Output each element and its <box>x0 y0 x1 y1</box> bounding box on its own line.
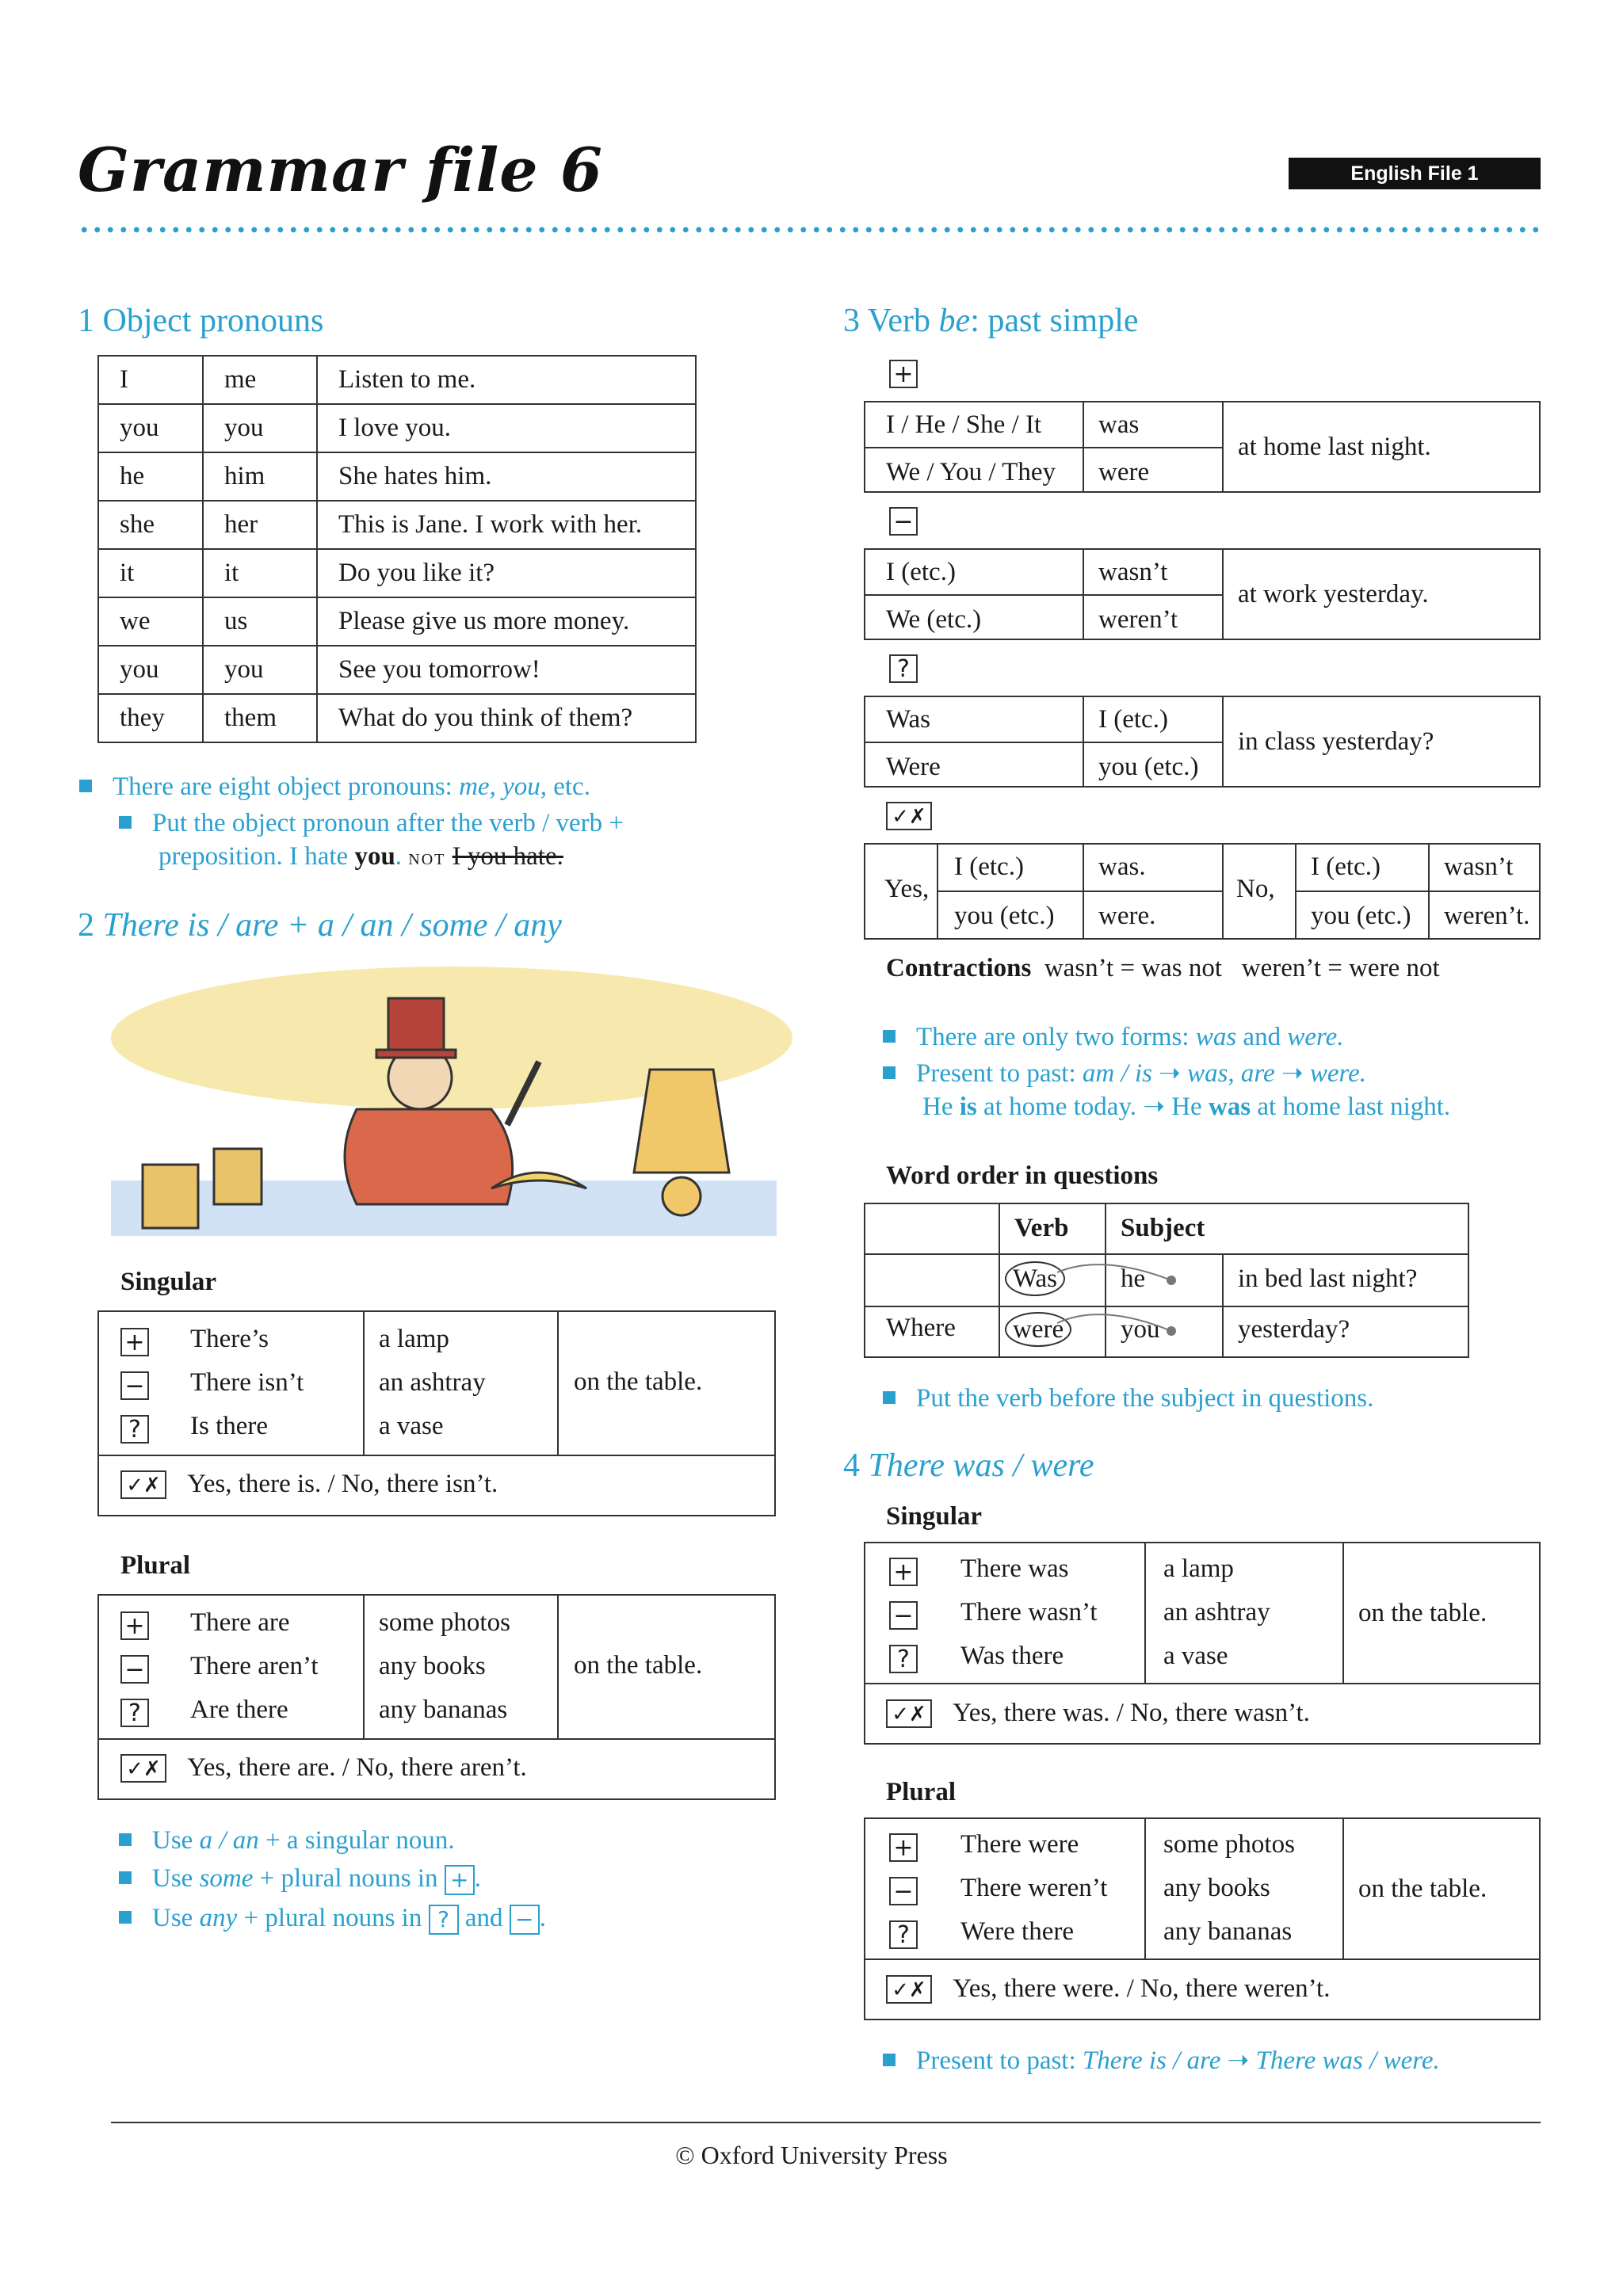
phrase: There isn’t <box>190 1368 304 1397</box>
s3-ans-no: No, <box>1236 875 1275 903</box>
pronoun-row <box>98 452 696 501</box>
s2-singular-label: Singular <box>120 1268 217 1296</box>
magician-illustration <box>95 951 792 1252</box>
word-order-title: Word order in questions <box>886 1161 1159 1190</box>
s3-neg-subj-1: I (etc.) <box>886 558 956 586</box>
pronoun-row <box>98 549 696 597</box>
s2-plural-place: on the table. <box>574 1651 703 1680</box>
s3-ans-y-verb-2: were. <box>1098 902 1156 930</box>
example-sentence: Please give us more money. <box>317 597 696 646</box>
phrase: There weren’t <box>960 1874 1108 1902</box>
noun-phrase: a lamp <box>1163 1554 1234 1583</box>
check-cross-icon: ✓✗ <box>120 1754 166 1783</box>
s3-pos-subj-1: I / He / She / It <box>886 410 1042 439</box>
phrase: There aren’t <box>190 1652 319 1680</box>
s3-neg-place: at work yesterday. <box>1238 580 1429 608</box>
phrase: Is there <box>190 1412 269 1440</box>
s4-singular-answers: ✓✗ Yes, there was. / No, there wasn’t. <box>886 1699 1310 1728</box>
example-sentence: See you tomorrow! <box>317 646 696 694</box>
minus-icon: − <box>889 507 918 536</box>
subject-pronoun: you <box>98 646 203 694</box>
subject-pronoun: you <box>98 404 203 452</box>
subject-pronoun: she <box>98 501 203 549</box>
pronoun-row <box>98 356 696 404</box>
check-cross-icon: ✓✗ <box>886 802 932 830</box>
s3-pos-subj-2: We / You / They <box>886 458 1056 486</box>
plus-icon: + <box>889 360 918 388</box>
s3-ans-y-subj-1: I (etc.) <box>954 852 1024 881</box>
s3-note-1: There are only two forms: was and were. <box>922 1020 1344 1054</box>
check-cross-icon: ✓✗ <box>886 1699 932 1728</box>
subject-pronoun: it <box>98 549 203 597</box>
object-pronoun: us <box>203 597 317 646</box>
pronoun-row <box>98 404 696 452</box>
s3-word-order-note: Put the verb before the subject in questions. <box>922 1382 1373 1415</box>
section-4-heading: 4 There was / were <box>843 1447 1094 1484</box>
noun-phrase: some photos <box>379 1608 510 1637</box>
s3-ans-n-verb-1: wasn’t <box>1444 852 1514 881</box>
phrase: There’s <box>190 1325 269 1353</box>
s3-neg-subj-2: We (etc.) <box>886 605 982 634</box>
wo-row1-subj: he <box>1121 1264 1146 1293</box>
phrase: There are <box>190 1608 290 1637</box>
s3-que-subj-2: you (etc.) <box>1098 753 1199 781</box>
subject-pronoun: he <box>98 452 203 501</box>
s3-neg-verb-2: weren’t <box>1098 605 1178 634</box>
question-icon: ? <box>889 654 918 683</box>
s4-plural-answers: ✓✗ Yes, there were. / No, there weren’t. <box>886 1974 1330 2004</box>
check-cross-icon: ✓✗ <box>120 1470 166 1499</box>
section-2-heading: 2 There is / are + a / an / some / any <box>78 907 562 944</box>
phrase: Was there <box>960 1642 1064 1670</box>
minus-icon: − <box>889 1601 918 1630</box>
noun-phrase: an ashtray <box>379 1368 486 1397</box>
noun-phrase: a lamp <box>379 1325 449 1353</box>
s3-ans-y-subj-2: you (etc.) <box>954 902 1055 930</box>
s3-pos-verb-1: was <box>1098 410 1140 439</box>
wo-row2-rest: yesterday? <box>1238 1315 1350 1344</box>
s2-note-1: Use a / an + a singular noun. <box>158 1824 455 1857</box>
course-badge: English File 1 <box>1289 158 1541 189</box>
wo-row1-verb: Was <box>1005 1261 1065 1296</box>
noun-phrase: any bananas <box>1163 1917 1293 1946</box>
footer-rule <box>111 2122 1541 2123</box>
noun-phrase: an ashtray <box>1163 1598 1270 1627</box>
example-sentence: What do you think of them? <box>317 694 696 742</box>
minus-icon: − <box>120 1655 149 1684</box>
noun-phrase: a vase <box>379 1412 444 1440</box>
phrase: There were <box>960 1830 1079 1859</box>
wo-row2-verb: were <box>1005 1312 1071 1347</box>
s3-que-verb-1: Was <box>886 705 930 734</box>
pronoun-row <box>98 501 696 549</box>
noun-phrase: any bananas <box>379 1695 508 1724</box>
s2-singular-answers: ✓✗ Yes, there is. / No, there isn’t. <box>120 1470 498 1499</box>
section-3-heading: 3 Verb be: past simple <box>843 303 1139 339</box>
object-pronouns-table <box>97 355 697 743</box>
example-sentence: I love you. <box>317 404 696 452</box>
s3-pos-verb-2: were <box>1098 458 1150 486</box>
s4-singular-place: on the table. <box>1358 1599 1487 1627</box>
s3-ans-n-subj-2: you (etc.) <box>1311 902 1411 930</box>
s3-que-verb-2: Were <box>886 753 941 781</box>
s4-plural-place: on the table. <box>1358 1875 1487 1903</box>
s4-note: Present to past: There is / are ➝ There was / were. <box>922 2044 1440 2077</box>
s3-neg-verb-1: wasn’t <box>1098 558 1168 586</box>
s2-plural-answers: ✓✗ Yes, there are. / No, there aren’t. <box>120 1753 527 1783</box>
object-pronoun: her <box>203 501 317 549</box>
phrase: There was <box>960 1554 1069 1583</box>
object-pronoun: him <box>203 452 317 501</box>
check-cross-icon: ✓✗ <box>886 1975 932 2004</box>
pronoun-row <box>98 597 696 646</box>
phrase: There wasn’t <box>960 1598 1098 1627</box>
example-sentence: Do you like it? <box>317 549 696 597</box>
wo-head-verb: Verb <box>1014 1214 1069 1242</box>
s2-note-3: Use any + plural nouns in ? and − . <box>158 1901 546 1935</box>
s2-plural-label: Plural <box>120 1551 190 1580</box>
footer-copyright: © Oxford University Press <box>675 2141 948 2169</box>
example-sentence: This is Jane. I work with her. <box>317 501 696 549</box>
s3-ans-n-subj-1: I (etc.) <box>1311 852 1381 881</box>
dotted-divider <box>78 227 1542 233</box>
s2-singular-place: on the table. <box>574 1367 703 1396</box>
s3-contractions: Contractions wasn’t = was not weren’t = were not <box>886 954 1440 982</box>
pronoun-row <box>98 646 696 694</box>
wo-row1-rest: in bed last night? <box>1238 1264 1418 1293</box>
minus-icon: − <box>120 1371 149 1400</box>
pronoun-row <box>98 694 696 742</box>
question-icon: ? <box>889 1920 918 1949</box>
s3-que-place: in class yesterday? <box>1238 727 1434 756</box>
object-pronoun: me <box>203 356 317 404</box>
noun-phrase: some photos <box>1163 1830 1295 1859</box>
s1-note-2: Put the object pronoun after the verb / verb + preposition. I hate you. not I you hate. <box>158 807 713 875</box>
noun-phrase: any books <box>379 1652 486 1680</box>
s3-ans-y-verb-1: was. <box>1098 852 1146 881</box>
s2-note-2: Use some + plural nouns in + . <box>158 1862 481 1895</box>
wo-head-subject: Subject <box>1121 1214 1205 1242</box>
s3-note-2-example: He is at home today. ➝ He was at home last night. <box>922 1093 1451 1121</box>
s1-note-1: There are eight object pronouns: me, you, etc. <box>119 770 705 803</box>
s4-plural-label: Plural <box>886 1778 956 1806</box>
plus-icon: + <box>889 1558 918 1586</box>
subject-pronoun: I <box>98 356 203 404</box>
s3-ans-n-verb-2: weren’t. <box>1444 902 1530 930</box>
object-pronoun: you <box>203 646 317 694</box>
wo-row2-qword: Where <box>886 1314 956 1342</box>
s3-que-subj-1: I (etc.) <box>1098 705 1168 734</box>
phrase: Are there <box>190 1695 288 1724</box>
plus-icon: + <box>120 1328 149 1356</box>
example-sentence: She hates him. <box>317 452 696 501</box>
question-icon: ? <box>120 1415 149 1444</box>
s4-singular-label: Singular <box>886 1502 983 1531</box>
phrase: Were there <box>960 1917 1074 1946</box>
minus-icon: − <box>889 1877 918 1905</box>
page-title: Grammar file 6 <box>78 135 603 205</box>
plus-icon: + <box>889 1833 918 1862</box>
question-icon: ? <box>889 1645 918 1673</box>
s3-pos-place: at home last night. <box>1238 433 1431 461</box>
s3-ans-yes: Yes, <box>884 875 930 903</box>
section-1-heading: 1 Object pronouns <box>78 303 324 339</box>
noun-phrase: a vase <box>1163 1642 1228 1670</box>
question-icon: ? <box>120 1699 149 1727</box>
example-sentence: Listen to me. <box>317 356 696 404</box>
subject-pronoun: we <box>98 597 203 646</box>
noun-phrase: any books <box>1163 1874 1270 1902</box>
subject-pronoun: they <box>98 694 203 742</box>
swap-arrows <box>1054 1258 1181 1353</box>
plus-icon: + <box>120 1611 149 1640</box>
object-pronoun: it <box>203 549 317 597</box>
wo-row2-subj: you <box>1121 1315 1160 1344</box>
object-pronoun: them <box>203 694 317 742</box>
object-pronoun: you <box>203 404 317 452</box>
s3-note-2: Present to past: am / is ➝ was, are ➝ were. <box>922 1057 1366 1090</box>
